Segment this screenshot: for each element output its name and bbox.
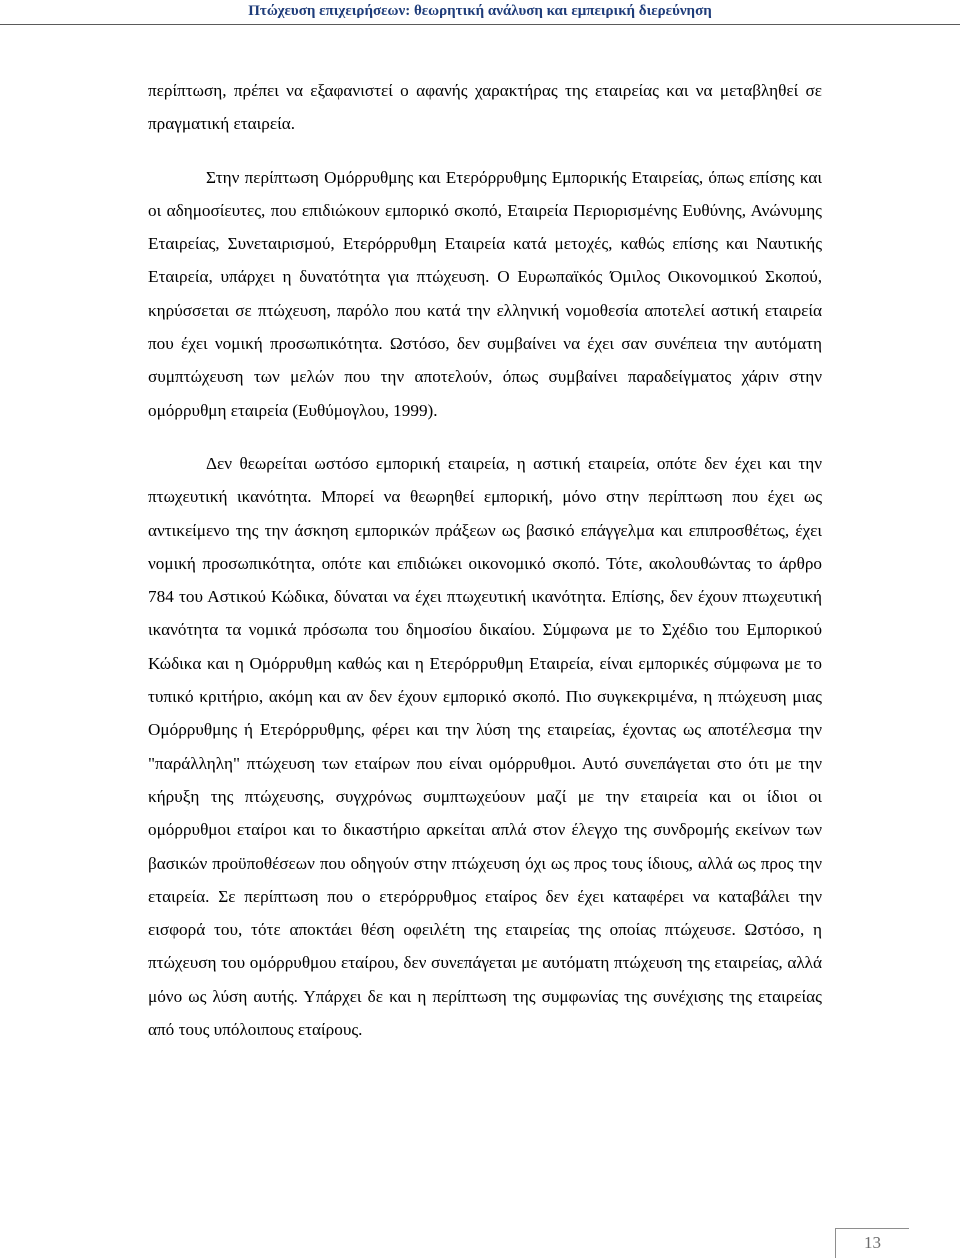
paragraph-civil-company: Δεν θεωρείται ωστόσο εμπορική εταιρεία, η αστική εταιρεία, οπότε δεν έχει και την πτωχευτική ικανότητα. Μπορεί να θεωρηθεί εμπορική, μόνο στην περίπτωση που έχει ως αντικείμενο της την άσκηση εμπορικών πράξεων ως βασικό επάγγελμα και επιπροσθέτως, έχει νομική προσωπικότητα, οπότε και επιδιώκει οικονομικό σκοπό. Τότε, ακολουθώντας το άρθρο 784 του Αστικού Κώδικα, δύναται να έχει πτωχευτική ικανότητα. Επίσης, δεν έχουν πτωχευτική ικανότητα τα νομικά πρόσωπα του δημοσίου δικαίου. Σύμφωνα με το Σχέδιο του Εμπορικού Κώδικα και η Ομόρρυθμη καθώς και η Ετερόρρυθμη Εταιρεία, είναι εμπορικές σύμφωνα με το τυπικό κριτήριο, ακόμη και αν δεν έχουν εμπορικό σκοπό. Πιο συγκεκριμένα, η πτώχευση μιας Ομόρρυθμης ή Ετερόρρυθμης, φέρει και την λύση της εταιρείας, έχοντας ως αποτέλεσμα την "παράλληλη" πτώχευση των εταίρων που είναι ομόρρυθμοι. Αυτό συνεπάγεται στο ότι με την κήρυξη της πτώχευσης, συγχρόνως συμπτωχεύουν μαζί με την εταιρεία και οι ίδιοι οι ομόρρυθμοι εταίροι και το δικαστήριο αρκείται απλά στον έλεγχο της συνδρομής εκείνων των βασικών προϋποθέσεων που οδηγούν στην πτώχευση όχι ως προς τους ίδιους, αλλά ως προς την εταιρεία. Σε περίπτωση που ο ετερόρρυθμος εταίρος δεν έχει καταφέρει να καταβάλει την εισφορά του, τότε αποκτάει θέση οφειλέτη της εταιρείας της οποίας πτώχευσε. Ωστόσο, η πτώχευση του ομόρρυθμου εταίρου, δεν συνεπάγεται με αυτόματη πτώχευση της εταιρείας, αλλά μόνο ως λύση αυτής. Υπάρχει δε και η περίπτωση της συμφωνίας της συνέχισης της εταιρείας από τους υπόλοιπους εταίρους.	[148, 453, 822, 1040]
document-body	[148, 74, 822, 1066]
header-divider	[0, 24, 960, 25]
paragraph-continuation: περίπτωση, πρέπει να εξαφανιστεί ο αφανής χαρακτήρας της εταιρείας και να μεταβληθεί σε πραγματική εταιρεία.	[148, 81, 822, 134]
running-header-title: Πτώχευση επιχειρήσεων: θεωρητική ανάλυση και εμπειρική διερεύνηση	[248, 3, 712, 19]
page-header	[0, 0, 960, 24]
page-number: 13	[864, 1233, 881, 1252]
paragraph-partnership-types: Στην περίπτωση Ομόρρυθμης και Ετερόρρυθμης Εμπορικής Εταιρείας, όπως επίσης και οι αδημοσίευτες, που επιδιώκουν εμπορικό σκοπό, Εταιρεία Περιορισμένης Ευθύνης, Ανώνυμης Εταιρείας, Συνεταιρισμού, Ετερόρρυθμη Εταιρεία κατά μετοχές, καθώς επίσης και Ναυτικής Εταιρεία, υπάρχει η δυνατότητα για πτώχευση. Ο Ευρωπαϊκός Όμιλος Οικονομικού Σκοπού, κηρύσσεται σε πτώχευση, παρόλο που κατά την ελληνική νομοθεσία αποτελεί αστική εταιρεία που έχει νομική προσωπικότητα. Ωστόσο, δεν συμβαίνει να έχει σαν συνέπεια την αυτόματη συμπτώχευση των μελών που την αποτελούν, όπως συμβαίνει παραδείγματος χάριν στην ομόρρυθμη εταιρεία (Ευθύμογλου, 1999).	[148, 167, 822, 420]
